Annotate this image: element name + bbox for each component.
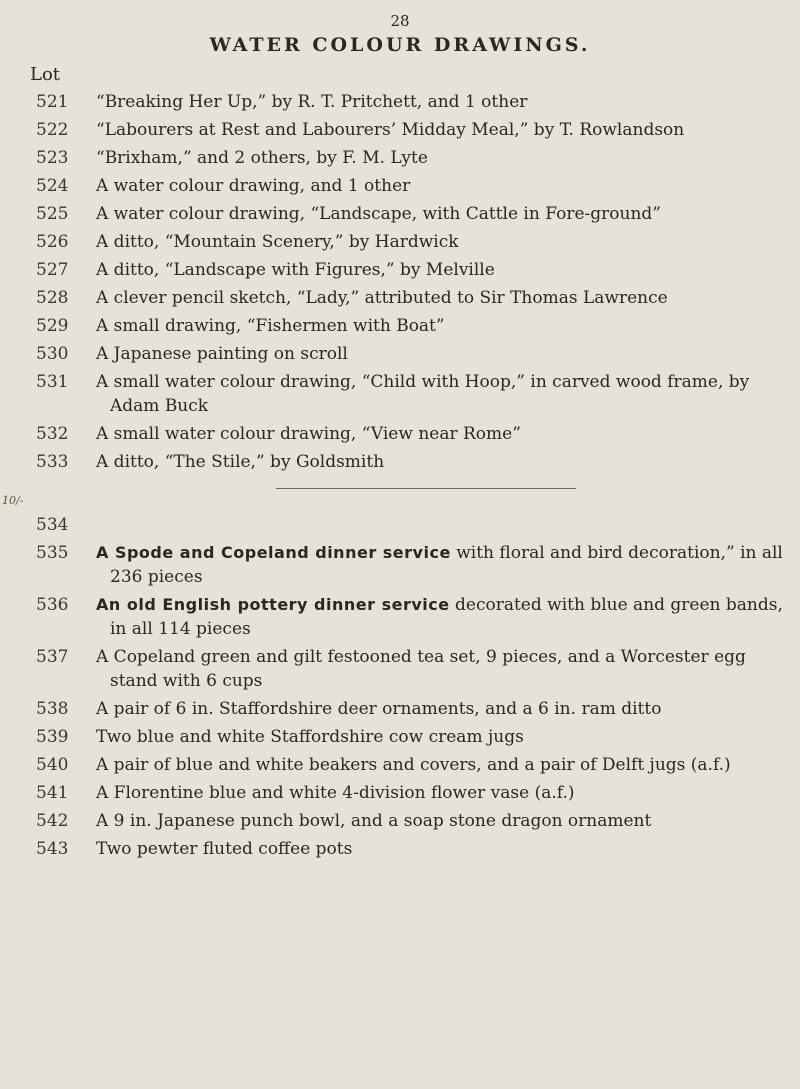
lot-number: 529 [36, 316, 69, 336]
lot-text: Two pewter fluted coffee pots [96, 839, 353, 859]
water-colour-lots [26, 90, 796, 474]
lot-entry [26, 118, 796, 142]
lot-description [96, 725, 796, 749]
ceramics-lots [26, 513, 796, 861]
lot-entry [26, 422, 796, 446]
lot-description [96, 781, 796, 805]
lot-entry [26, 286, 796, 310]
lot-entry [26, 202, 796, 226]
lot-description: “Breaking Her Up,” by R. T. Pritchett, and 1 other [96, 92, 528, 112]
lot-number: 538 [36, 699, 69, 719]
lot-number: 537 [36, 647, 69, 667]
lot-entry [26, 146, 796, 170]
lot-description: A small water colour drawing, “Child with Hoop,” in carved wood frame, by Adam Buck [96, 372, 750, 416]
lot-text: Two blue and white Staffordshire cow cream jugs [96, 727, 524, 747]
lot-text: A pair of 6 in. Staffordshire deer ornaments, and a 6 in. ram ditto [96, 699, 662, 719]
lot-number: 528 [36, 288, 69, 308]
lot-number: 542 [36, 811, 69, 831]
lot-entry [26, 370, 796, 418]
lot-description: “Brixham,” and 2 others, by F. M. Lyte [96, 148, 428, 168]
lot-entry [26, 90, 796, 114]
lot-number: 530 [36, 344, 69, 364]
lot-description [96, 593, 796, 641]
lot-text: A Copeland green and gilt festooned tea set, 9 pieces, and a Worcester egg stand with 6 cups [96, 647, 746, 691]
lot-description [96, 697, 796, 721]
lot-description: A small water colour drawing, “View near Rome” [96, 424, 521, 444]
lot-entry [26, 541, 796, 589]
lot-text: A Florentine blue and white 4-division flower vase (a.f.) [96, 783, 575, 803]
lot-list [26, 90, 796, 865]
lot-number: 524 [36, 176, 69, 196]
lot-entry [26, 753, 796, 777]
lot-entry [26, 342, 796, 366]
lot-description [96, 541, 796, 589]
lot-number: 525 [36, 204, 69, 224]
lot-number: 531 [36, 372, 69, 392]
lot-description: A small drawing, “Fishermen with Boat” [96, 316, 445, 336]
lot-text: decorated with blue and green bands, in all 114 pieces [110, 595, 783, 639]
lot-column-header: Lot [30, 64, 61, 85]
lot-description: A water colour drawing, and 1 other [96, 176, 411, 196]
lot-entry [26, 781, 796, 805]
lot-description [96, 645, 796, 693]
lot-number: 536 [36, 595, 69, 615]
lot-headline: A Spode and Copeland dinner service [96, 543, 451, 562]
lot-text: A pair of blue and white beakers and covers, and a pair of Delft jugs (a.f.) [96, 755, 731, 775]
lot-entry [26, 809, 796, 833]
lot-entry [26, 593, 796, 641]
lot-description: A Japanese painting on scroll [96, 344, 348, 364]
section-divider [276, 488, 576, 489]
lot-entry [26, 697, 796, 721]
lot-number: 534 [36, 515, 69, 535]
lot-number: 527 [36, 260, 69, 280]
handwritten-margin-note: 10/- [2, 494, 24, 507]
lot-number: 521 [36, 92, 69, 112]
lot-entry [26, 174, 796, 198]
lot-text: A 9 in. Japanese punch bowl, and a soap stone dragon ornament [96, 811, 652, 831]
lot-entry [26, 837, 796, 861]
lot-description: A ditto, “Landscape with Figures,” by Melville [96, 260, 495, 280]
page-number: 28 [390, 12, 410, 30]
lot-description: A ditto, “The Stile,” by Goldsmith [96, 452, 385, 472]
lot-number: 540 [36, 755, 69, 775]
lot-description [96, 837, 796, 861]
lot-number: 541 [36, 783, 69, 803]
lot-number: 533 [36, 452, 69, 472]
lot-description [96, 809, 796, 833]
lot-entry [26, 258, 796, 282]
lot-entry [26, 230, 796, 254]
lot-entry [26, 725, 796, 749]
lot-description: “Labourers at Rest and Labourers’ Midday Meal,” by T. Rowlandson [96, 120, 685, 140]
lot-description: A clever pencil sketch, “Lady,” attributed to Sir Thomas Lawrence [96, 288, 668, 308]
lot-text: with floral and bird decoration,” in all 236 pieces [110, 543, 783, 587]
lot-number: 526 [36, 232, 69, 252]
lot-entry [26, 314, 796, 338]
lot-description: A ditto, “Mountain Scenery,” by Hardwick [96, 232, 459, 252]
lot-number: 543 [36, 839, 69, 859]
lot-number: 522 [36, 120, 69, 140]
lot-headline: An old English pottery dinner service [96, 595, 450, 614]
lot-number: 535 [36, 543, 69, 563]
lot-description [96, 753, 796, 777]
lot-number: 523 [36, 148, 69, 168]
lot-description: A water colour drawing, “Landscape, with Cattle in Fore-ground” [96, 204, 661, 224]
lot-entry [26, 645, 796, 693]
page-title: WATER COLOUR DRAWINGS. [209, 34, 591, 56]
lot-number: 539 [36, 727, 69, 747]
lot-description [96, 513, 796, 537]
lot-entry [26, 513, 796, 537]
lot-number: 532 [36, 424, 69, 444]
lot-entry [26, 450, 796, 474]
